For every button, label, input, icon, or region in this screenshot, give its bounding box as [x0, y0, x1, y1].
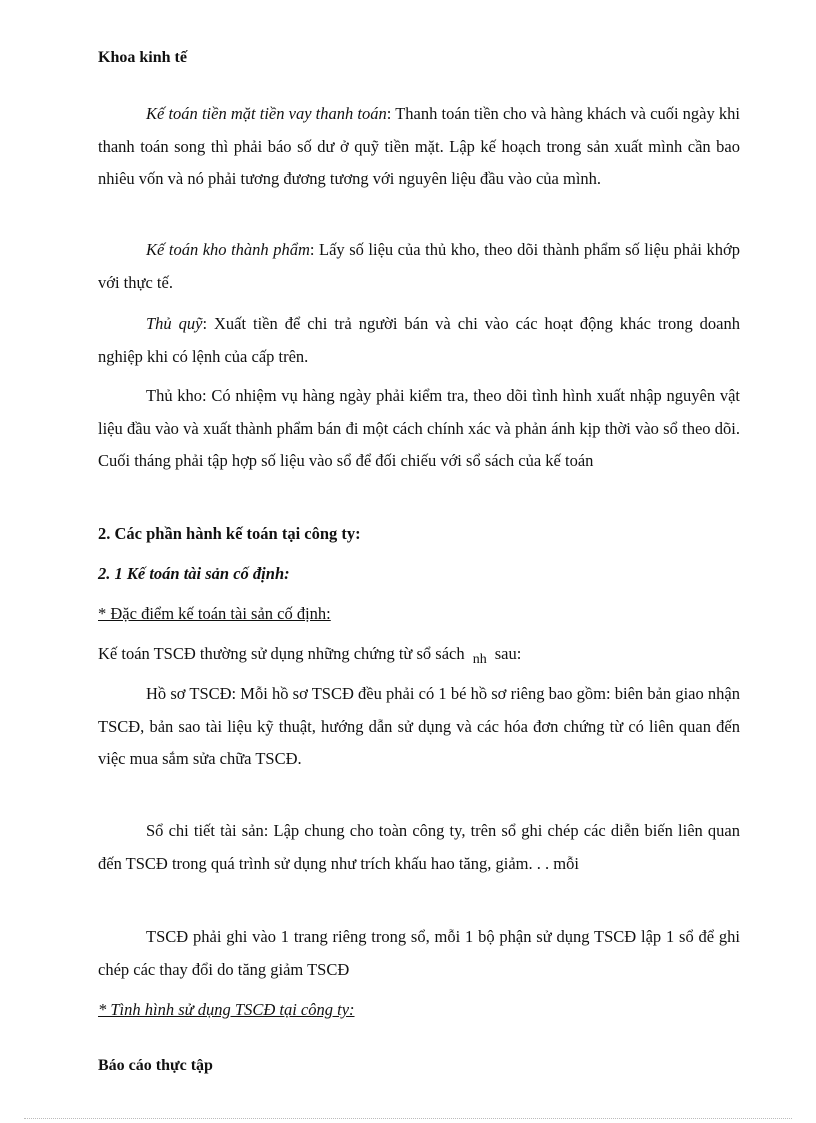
footer-dotted-line [24, 1118, 792, 1119]
text-warehouse-accounting: : Lấy số liệu của thủ kho, theo dõi thành phẩm số liệu phải khớp với thực tế. [98, 240, 740, 292]
term-treasurer: Thủ quỹ [146, 314, 203, 333]
page-footer: Báo cáo thực tập [98, 1057, 213, 1074]
text-tscd-documents-after: sau: [494, 644, 522, 663]
heading-section-2-1: 2. 1 Kế toán tài sản cố định: [98, 564, 290, 583]
subheading-tscd-usage: * Tình hình sử dụng TSCĐ tại công ty: [98, 1000, 355, 1019]
page-header: Khoa kinh tế [98, 49, 187, 66]
paragraph-tscd-records: Hồ sơ TSCĐ: Mỗi hồ sơ TSCĐ đều phải có 1 bé hồ sơ riêng bao gồm: biên bản giao nhận TSCĐ, bản sao tài liệu kỹ thuật, hướng dẫn sử dụng và các hóa đơn chứng từ có liên quan đến việc mua sắm sửa chữa TSCĐ. [98, 684, 740, 768]
text-cash-accounting: : Thanh toán tiền cho và hàng khách và cuối ngày khi thanh toán song thì phải báo số dư ở quỹ tiền mặt. Lập kế hoạch trong sản xuất mình cần bao nhiêu vốn và nó phải tương đương tương với nguyên liệu đầu vào của mình. [98, 104, 740, 188]
term-cash-accounting: Kế toán tiền mặt tiền vay thanh toán [146, 104, 387, 123]
paragraph-asset-ledger: Sổ chi tiết tài sản: Lập chung cho toàn công ty, trên sổ ghi chép các diễn biến liên quan đến TSCĐ trong quá trình sử dụng như trích khấu hao tăng, giảm. . . mỗi [98, 821, 740, 873]
paragraph-tscd-page: TSCĐ phải ghi vào 1 trang riêng trong sổ, mỗi 1 bộ phận sử dụng TSCĐ lập 1 sổ để ghi chép các thay đổi do tăng giảm TSCĐ [98, 927, 740, 979]
paragraph-storekeeper: Thủ kho: Có nhiệm vụ hàng ngày phải kiểm tra, theo dõi tình hình xuất nhập nguyên vật liệu đầu vào và xuất thành phẩm bán đi một cách chính xác và phản ánh kịp thời vào sổ theo dõi. Cuối tháng phải tập hợp số liệu vào sổ để đối chiếu với sổ sách của kế toán [98, 386, 740, 470]
paragraph-warehouse-accounting [98, 234, 740, 299]
term-warehouse-accounting: Kế toán kho thành phẩm [146, 240, 310, 259]
paragraph-tscd-documents [98, 638, 740, 673]
paragraph-treasurer [98, 308, 740, 373]
text-treasurer: : Xuất tiền để chi trả người bán và chi vào các hoạt động khác trong doanh nghiệp khi có lệnh của cấp trên. [98, 314, 741, 366]
text-tscd-small: nh [472, 652, 487, 667]
paragraph-cash-accounting [98, 98, 740, 196]
subheading-fixed-asset-features: * Đặc điểm kế toán tài sản cố định: [98, 604, 331, 623]
heading-section-2: 2. Các phần hành kế toán tại công ty: [98, 524, 361, 543]
text-tscd-documents-before: Kế toán TSCĐ thường sử dụng những chứng từ sổ sách [98, 644, 465, 663]
